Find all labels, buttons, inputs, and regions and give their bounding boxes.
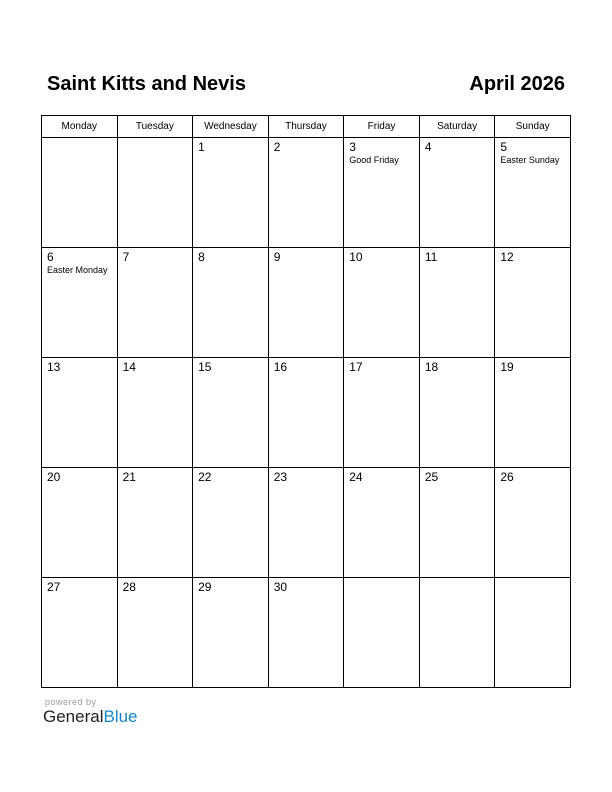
logo-text-blue: Blue	[103, 707, 138, 726]
day-number: 28	[122, 580, 136, 594]
day-number: 15	[198, 360, 212, 374]
day-cell	[268, 468, 344, 578]
day-number: 3	[349, 140, 356, 154]
day-number: 5	[500, 140, 508, 154]
footer-branding	[43, 697, 138, 727]
holiday-label	[420, 581, 495, 582]
holiday-label: Easter Monday	[47, 265, 108, 275]
day-cell	[268, 358, 344, 468]
holiday-label	[495, 264, 570, 265]
day-number: 27	[47, 580, 61, 594]
day-cell	[495, 358, 571, 468]
calendar-header	[42, 70, 570, 100]
logo-text-general: General	[43, 707, 104, 726]
day-cell	[268, 138, 344, 248]
holiday-label	[495, 581, 570, 582]
holiday-label: Easter Sunday	[500, 155, 560, 165]
holiday-label	[118, 264, 193, 265]
month-title: April 2026	[469, 73, 565, 95]
holiday-label	[344, 484, 419, 485]
day-cell	[193, 248, 269, 358]
day-number: 13	[47, 360, 61, 374]
day-number: 19	[500, 360, 514, 374]
day-cell	[344, 358, 420, 468]
day-number: 1	[198, 140, 205, 154]
holiday-label	[118, 484, 193, 485]
holiday-label	[118, 594, 193, 595]
day-cell	[117, 358, 193, 468]
holiday-label	[42, 374, 117, 375]
weekday-header: Tuesday	[117, 116, 193, 138]
day-cell	[495, 138, 571, 248]
day-cell	[42, 138, 118, 248]
day-cell	[419, 468, 495, 578]
powered-by-label: powered by	[45, 697, 97, 707]
day-number: 10	[349, 250, 363, 264]
day-number: 17	[349, 360, 363, 374]
holiday-label	[42, 484, 117, 485]
week-row	[42, 468, 571, 578]
day-number: 12	[500, 250, 514, 264]
day-cell	[419, 248, 495, 358]
calendar-grid	[41, 115, 571, 688]
holiday-label	[269, 264, 344, 265]
day-cell	[419, 138, 495, 248]
holiday-label	[193, 594, 268, 595]
week-row	[42, 578, 571, 688]
day-number: 7	[122, 250, 130, 264]
day-number: 16	[273, 360, 288, 374]
weekday-header: Friday	[344, 116, 420, 138]
day-cell	[495, 248, 571, 358]
day-cell	[42, 468, 118, 578]
weekday-header: Sunday	[495, 116, 571, 138]
day-number: 9	[273, 250, 281, 264]
day-cell	[419, 578, 495, 688]
day-number: 14	[122, 360, 136, 374]
holiday-label	[344, 374, 419, 375]
day-number: 30	[273, 580, 288, 594]
holiday-label	[420, 264, 495, 265]
day-number: 21	[122, 470, 136, 484]
week-row	[42, 138, 571, 248]
day-cell	[268, 248, 344, 358]
holiday-label	[495, 484, 570, 485]
weekday-header: Thursday	[268, 116, 344, 138]
day-cell	[42, 358, 118, 468]
day-cell	[344, 248, 420, 358]
day-cell	[193, 138, 269, 248]
holiday-label	[420, 484, 495, 485]
day-cell	[117, 138, 193, 248]
country-title: Saint Kitts and Nevis	[47, 73, 246, 95]
holiday-label	[269, 154, 344, 155]
day-cell	[495, 578, 571, 688]
holiday-label	[118, 141, 193, 142]
day-number: 8	[198, 250, 205, 264]
day-number: 4	[424, 140, 432, 154]
day-number: 29	[198, 580, 212, 594]
day-cell	[419, 358, 495, 468]
holiday-label	[269, 484, 344, 485]
day-cell	[193, 358, 269, 468]
day-number: 26	[500, 470, 514, 484]
holiday-label	[193, 264, 268, 265]
day-number: 25	[424, 470, 439, 484]
day-number: 22	[198, 470, 212, 484]
weekday-header: Wednesday	[193, 116, 269, 138]
holiday-label	[42, 141, 117, 142]
holiday-label	[269, 594, 344, 595]
day-cell	[117, 578, 193, 688]
holiday-label	[42, 594, 117, 595]
day-number: 11	[424, 250, 438, 264]
day-cell	[42, 578, 118, 688]
holiday-label	[420, 154, 495, 155]
day-cell	[117, 468, 193, 578]
day-cell	[344, 578, 420, 688]
day-cell	[193, 468, 269, 578]
holiday-label	[269, 374, 344, 375]
weekday-header: Monday	[42, 116, 118, 138]
holiday-label	[420, 374, 495, 375]
day-cell	[268, 578, 344, 688]
day-number: 6	[47, 250, 54, 264]
day-number: 18	[424, 360, 439, 374]
week-row	[42, 248, 571, 358]
holiday-label	[193, 484, 268, 485]
day-number: 2	[273, 140, 281, 154]
day-number: 20	[47, 470, 61, 484]
holiday-label	[344, 581, 419, 582]
holiday-label	[193, 154, 268, 155]
day-number: 24	[349, 470, 363, 484]
day-cell	[495, 468, 571, 578]
holiday-label	[344, 264, 419, 265]
day-cell	[344, 138, 420, 248]
weekday-header: Saturday	[419, 116, 495, 138]
holiday-label	[193, 374, 268, 375]
holiday-label	[495, 374, 570, 375]
day-cell	[193, 578, 269, 688]
generalblue-logo[interactable]	[43, 707, 138, 727]
week-row	[42, 358, 571, 468]
day-cell	[42, 248, 118, 358]
day-cell	[344, 468, 420, 578]
day-number: 23	[273, 470, 288, 484]
holiday-label	[118, 374, 193, 375]
weekday-header-row	[42, 116, 571, 138]
holiday-label: Good Friday	[349, 155, 399, 165]
day-cell	[117, 248, 193, 358]
